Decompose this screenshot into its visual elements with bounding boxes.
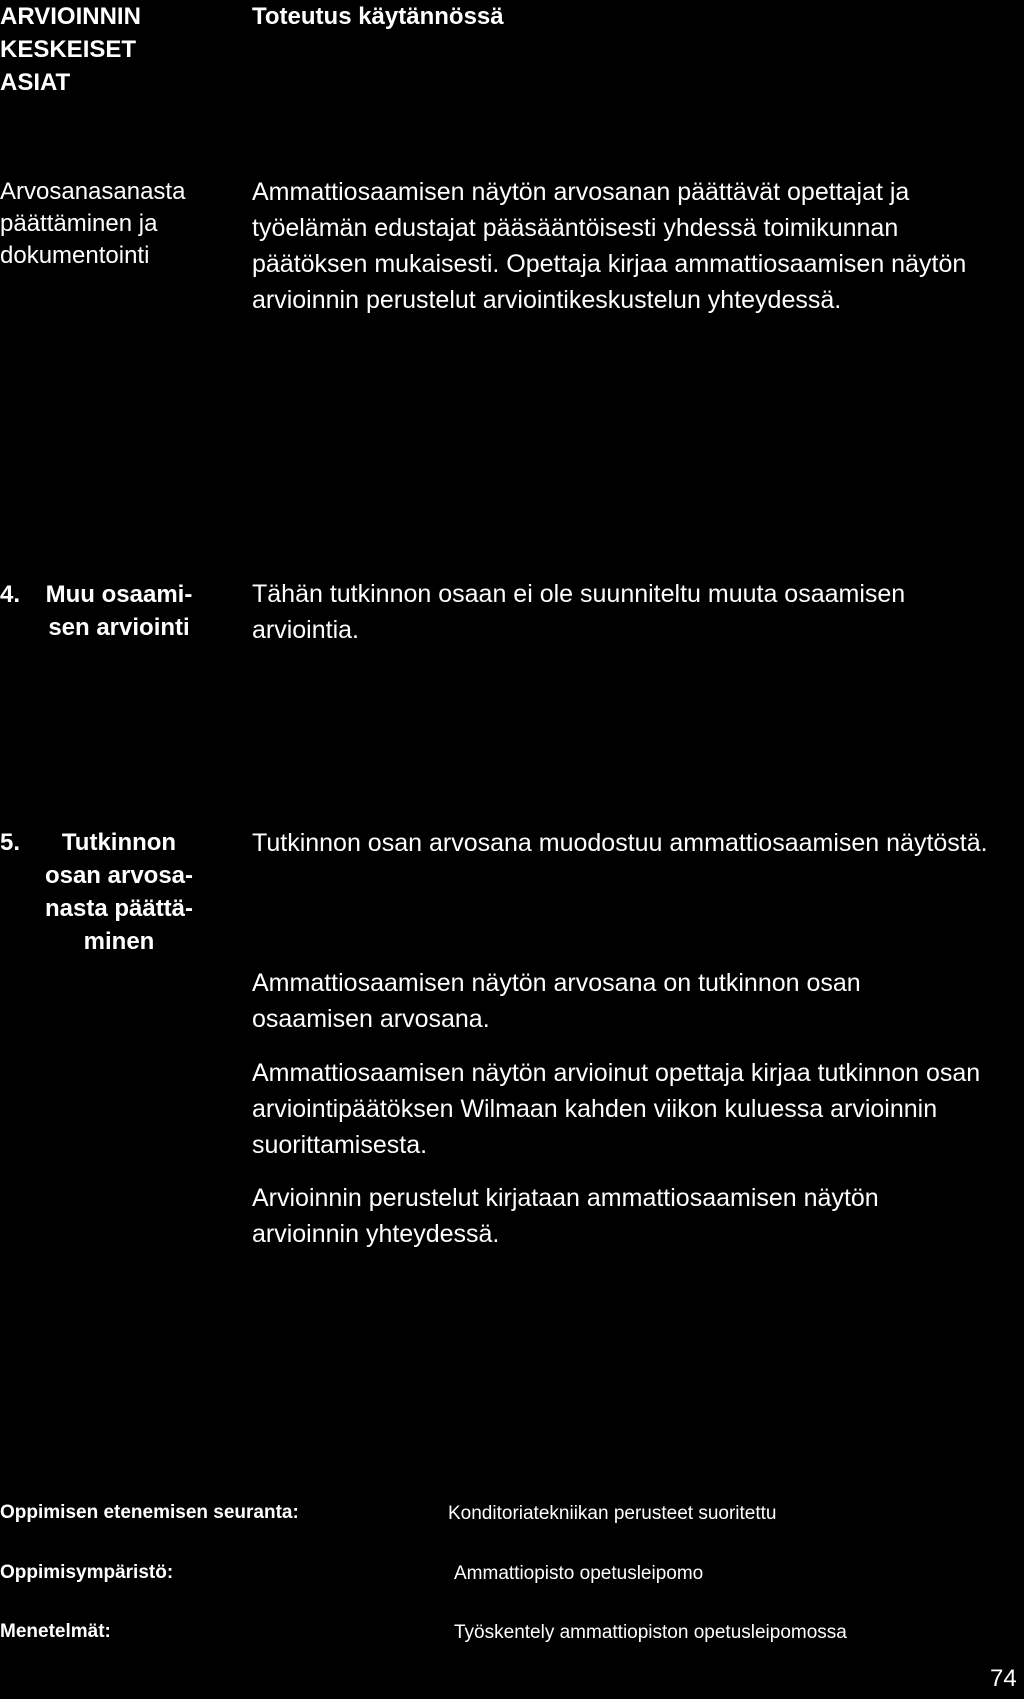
row-5-label bbox=[0, 826, 214, 958]
row-5-label-line4: minen bbox=[83, 928, 155, 955]
row-5-label-line3: nasta päättä- bbox=[44, 895, 194, 922]
header-col1-line3: ASIAT bbox=[0, 69, 71, 96]
row-4-text: Tähän tutkinnon osaan ei ole suunniteltu muuta osaamisen arviointia. bbox=[252, 580, 906, 644]
row-5-paragraph-3: Ammattiosaamisen näytön arvioinut opettaja kirjaa tutkinnon osan arviointipäätöksen Wilmaan kahden viikon kuluessa arvioinnin suorittamisesta. bbox=[252, 1059, 981, 1159]
footer-label-progress: Oppimisen etenemisen seuranta: bbox=[0, 1502, 299, 1523]
row-1-label bbox=[0, 176, 220, 272]
header-column-1 bbox=[0, 0, 141, 99]
footer-value-methods: Työskentely ammattiopiston opetusleipomossa bbox=[454, 1622, 847, 1643]
header-col1-line1: ARVIOINNIN bbox=[0, 3, 141, 30]
row-4-label bbox=[0, 578, 214, 644]
row-4-label-line2: sen arviointi bbox=[48, 614, 190, 641]
footer-value-environment: Ammattiopisto opetusleipomo bbox=[454, 1563, 704, 1584]
row-5-paragraph-4: Arvioinnin perustelut kirjataan ammattiosaamisen näytön arvioinnin yhteydessä. bbox=[252, 1184, 879, 1248]
row-4-label-line1: Muu osaami- bbox=[45, 581, 193, 608]
row-1-label-line1: Arvosanasanasta bbox=[0, 178, 186, 205]
footer-label-methods: Menetelmät: bbox=[0, 1621, 111, 1642]
footer-value-progress: Konditoriatekniikan perusteet suoritettu bbox=[448, 1503, 777, 1524]
row-5-paragraph-1: Tutkinnon osan arvosana muodostuu ammattiosaamisen näytöstä. bbox=[252, 829, 988, 857]
header-col1-line2: KESKEISET bbox=[0, 36, 137, 63]
header-column-2: Toteutus käytännössä bbox=[252, 3, 504, 30]
row-5-paragraph-2: Ammattiosaamisen näytön arvosana on tutkinnon osan osaamisen arvosana. bbox=[252, 969, 861, 1033]
row-1-label-line3: dokumentointi bbox=[0, 242, 150, 269]
row-5-number: 5. bbox=[0, 829, 21, 856]
row-5-label-line1: Tutkinnon bbox=[61, 829, 177, 856]
row-5-label-line2: osan arvosa- bbox=[44, 862, 194, 889]
row-1-text: Ammattiosaamisen näytön arvosanan päättävät opettajat ja työelämän edustajat pääsääntöisesti yhdessä toimikunnan päätöksen mukaisesti. Opettaja kirjaa ammattiosaamisen näytön arvioinnin perustelut arviointikeskustelun yhteydessä. bbox=[252, 178, 967, 314]
row-1-label-line2: päättäminen ja bbox=[0, 210, 158, 237]
footer-label-environment: Oppimisympäristö: bbox=[0, 1562, 174, 1583]
page-number: 74 bbox=[990, 1665, 1017, 1692]
row-4-number: 4. bbox=[0, 581, 21, 608]
